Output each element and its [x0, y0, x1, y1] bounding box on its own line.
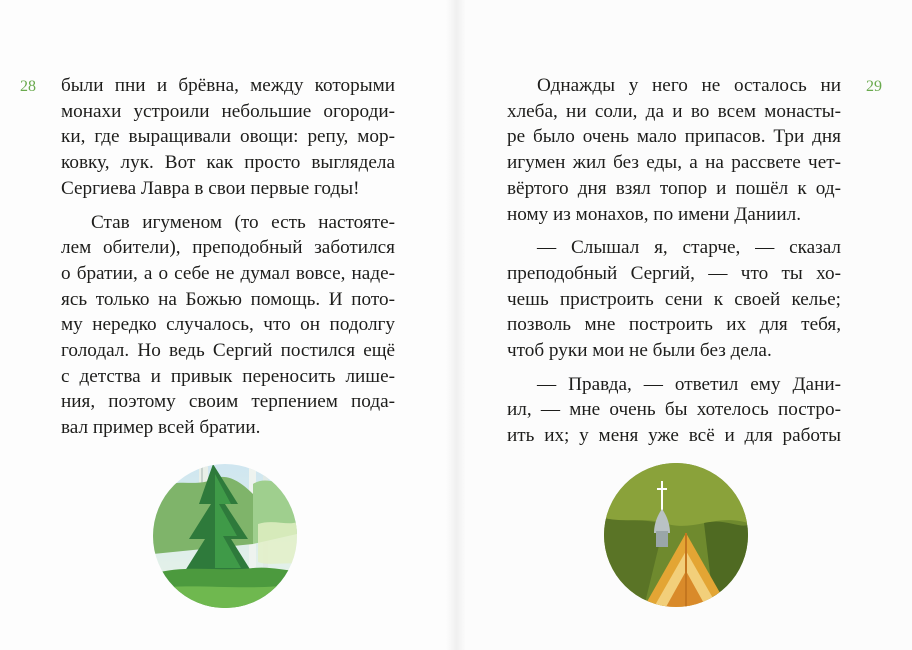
text-line: позволь мне построить их для тебя, — [507, 314, 841, 336]
text-line: голодал. Но ведь Сергий постился ещё — [61, 340, 395, 362]
text-line: лем обители), преподобный заботился — [61, 237, 395, 259]
right-page-number: 29 — [866, 78, 882, 95]
left-page-text — [61, 73, 395, 441]
text-line: ре было очень мало припасов. Три дня — [507, 126, 841, 148]
text-line: ки, где выращивали овощи: репу, мор- — [61, 126, 395, 148]
text-line: Однажды у него не осталось ни — [537, 75, 841, 96]
text-line: му нередко случалось, что он подолгу — [61, 314, 395, 336]
text-line: вал пример всей братии. — [61, 417, 261, 439]
text-line: — Правда, — ответил ему Дани- — [537, 373, 841, 395]
text-line: монахи устроили небольшие огороди- — [61, 100, 395, 122]
text-line: о братии, а о себе не думал вовсе, наде- — [61, 262, 395, 284]
text-line: ковку, лук. Вот как просто выглядела — [61, 152, 395, 174]
text-line: ить их; у меня уже всё и для работы — [507, 425, 841, 447]
text-line: чтоб руки мои не были без дела. — [507, 340, 772, 362]
text-line: были пни и брёвна, между которыми — [61, 75, 395, 96]
book-gutter — [446, 0, 466, 650]
text-line: ния, поэтому своим терпением пода- — [61, 391, 395, 413]
text-line: с детства и привык переносить лише- — [61, 365, 395, 387]
text-line: ному из монахов, по имени Даниил. — [507, 203, 802, 225]
text-line: чешь пристроить сени к своей келье; — [507, 288, 841, 310]
text-line: хлеба, ни соли, да и во всем монасты- — [507, 100, 841, 122]
text-line: преподобный Сергий, — что ты хо- — [507, 262, 841, 284]
text-line: ил, — мне очень бы хотелось постро- — [507, 399, 841, 421]
text-line: игумен жил без еды, а на рассвете чет- — [507, 152, 841, 174]
text-line: — Слышал я, старче, — сказал — [537, 237, 841, 259]
forest-illustration — [153, 464, 297, 608]
text-line: Став игуменом (то есть настояте- — [91, 211, 395, 233]
text-line: вёртого дня взял топор и пошёл к од- — [507, 177, 841, 199]
text-line: Сергиева Лавра в свои первые годы! — [61, 177, 360, 199]
right-page-text — [507, 73, 841, 449]
text-line: ясь только на Божью помощь. И пото- — [61, 288, 395, 310]
left-page-number: 28 — [20, 78, 36, 95]
church-illustration — [604, 463, 748, 607]
